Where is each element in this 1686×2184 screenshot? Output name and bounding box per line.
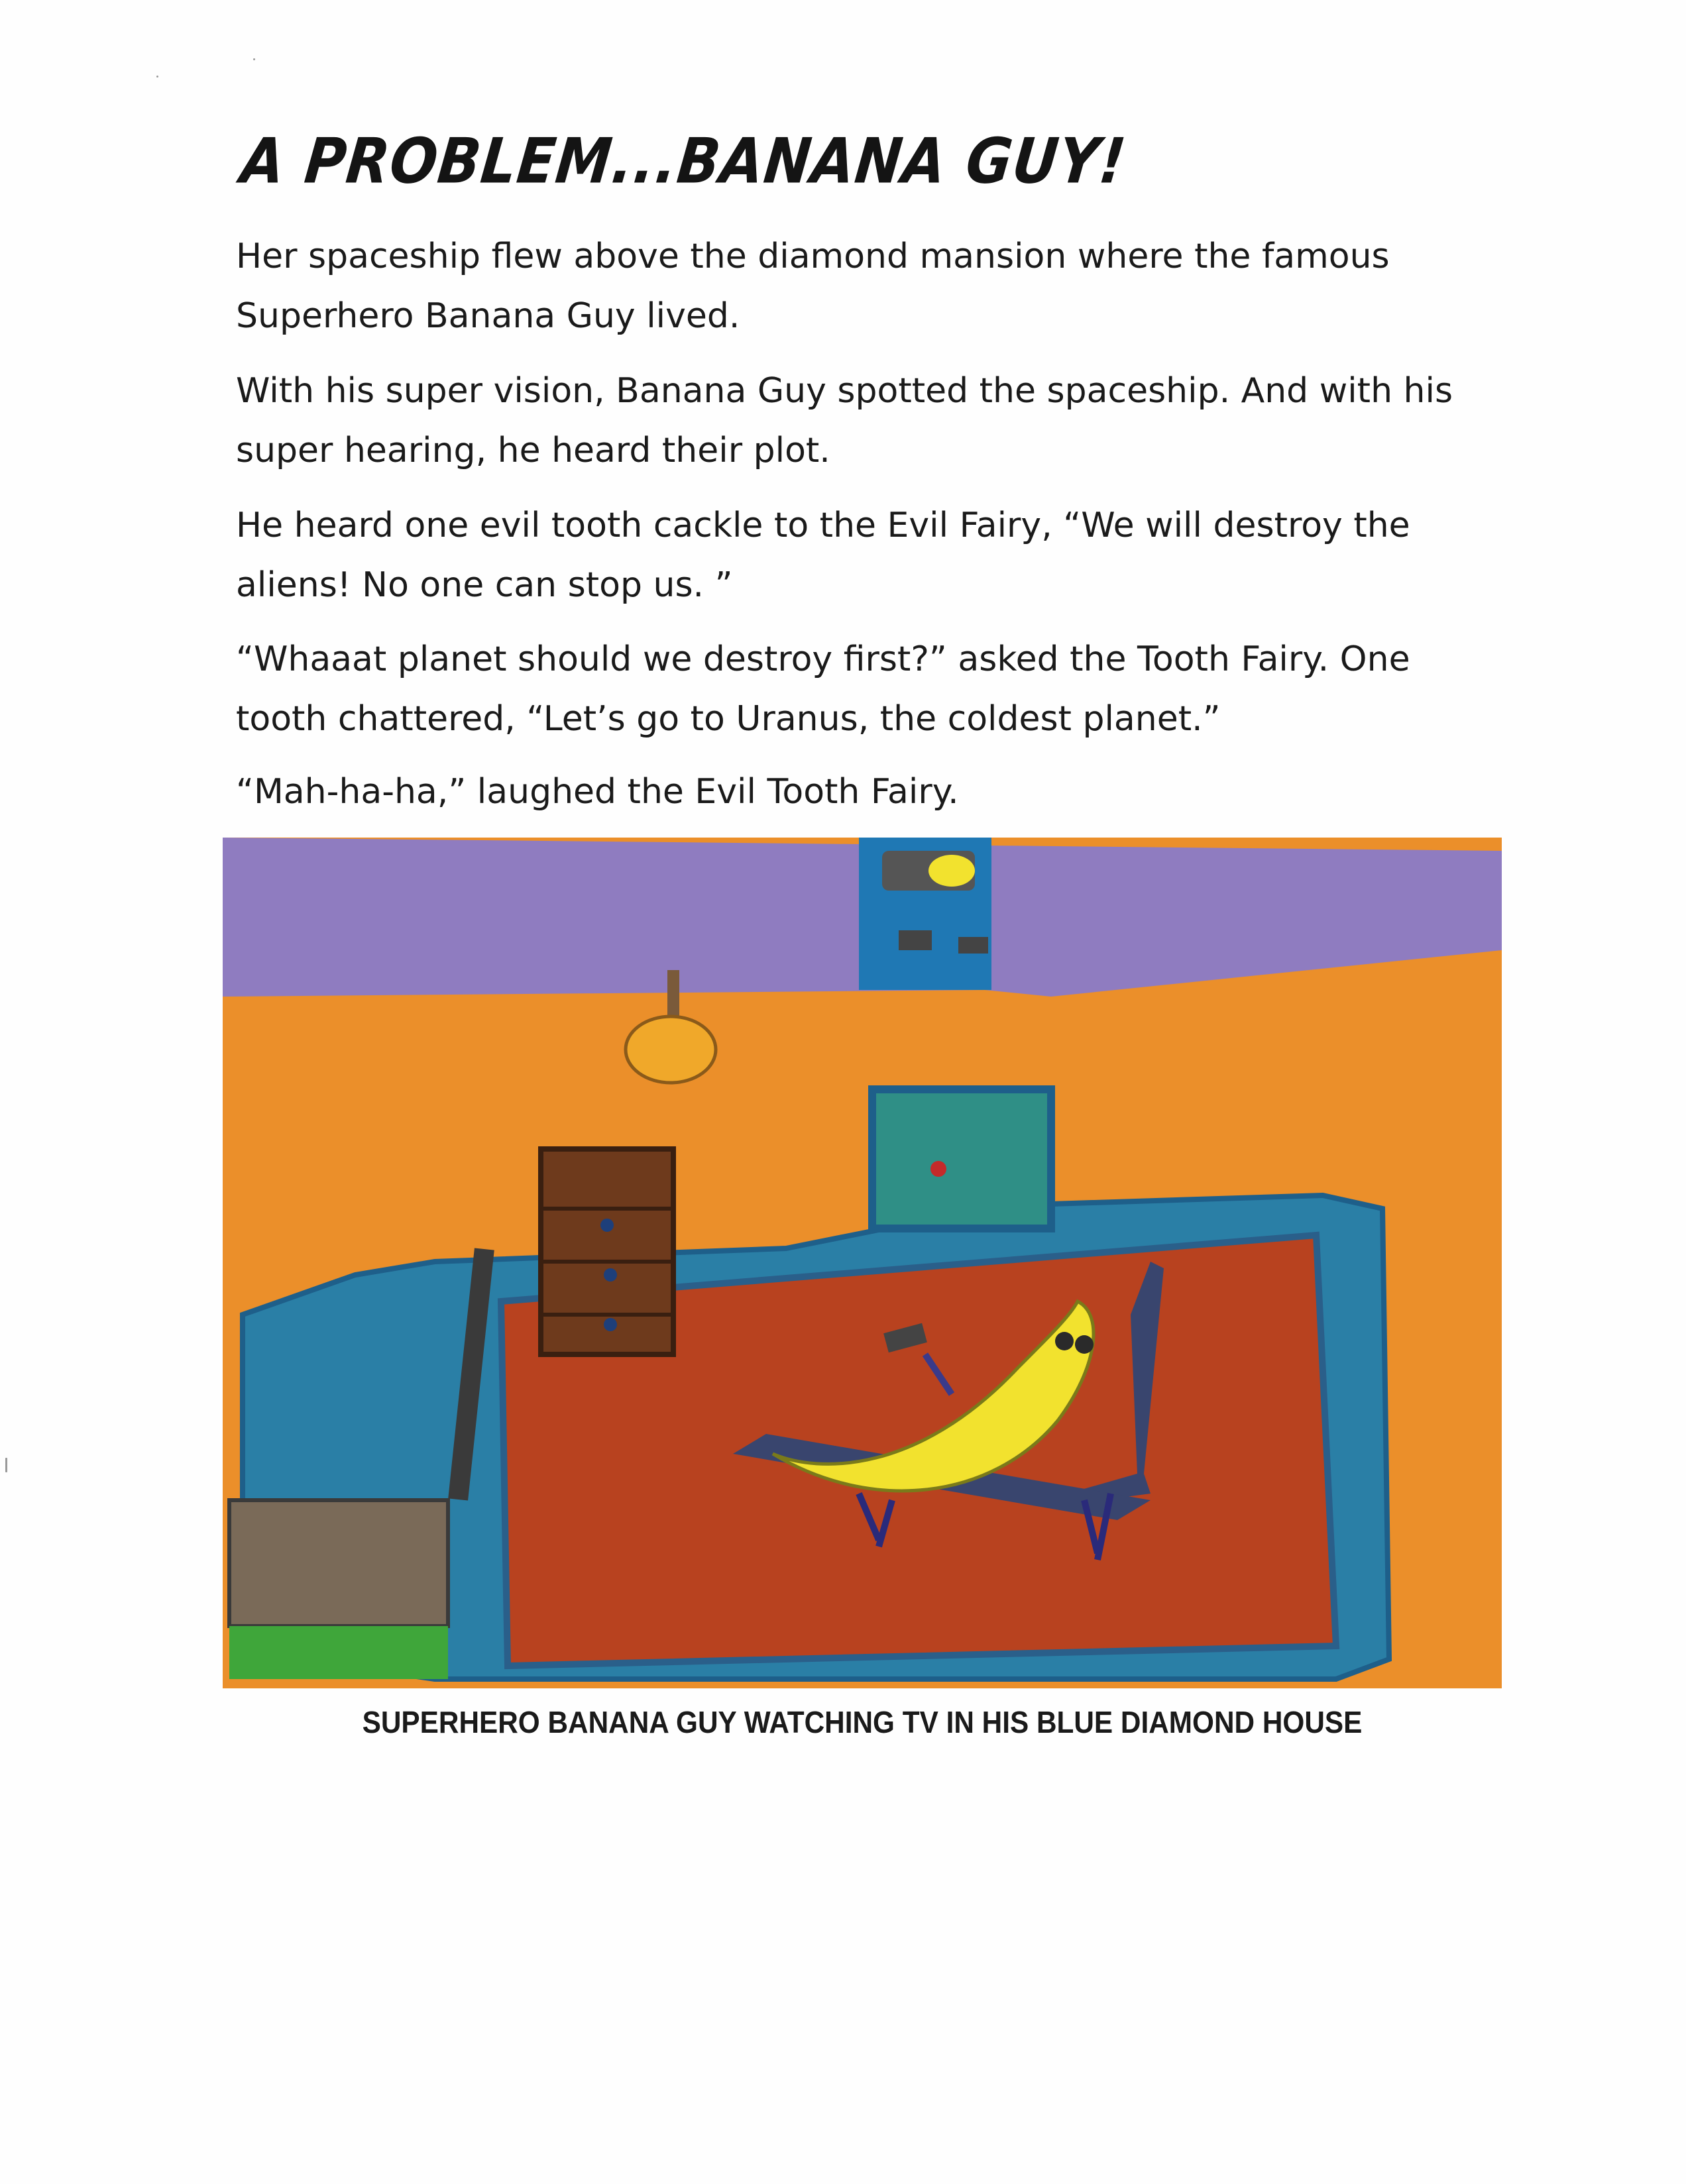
illustration-caption: SUPERHERO BANANA GUY WATCHING TV IN HIS BLUE DIAMOND HOUSE xyxy=(362,1705,1363,1739)
story-paragraph-3: He heard one evil tooth cackle to the Evil Fairy, “We will destroy the aliens! No one can stop us. ” xyxy=(236,506,1410,605)
page-title: A PROBLEM...BANANA GUY! xyxy=(237,125,1130,197)
scan-speck xyxy=(5,1458,7,1472)
story-paragraph-4: “Whaaat planet should we destroy first?” asked the Tooth Fairy. One tooth chattered, “Let’s go to Uranus, the coldest planet.” xyxy=(236,639,1410,739)
ceiling-lamp xyxy=(626,1016,716,1083)
dresser xyxy=(541,1149,673,1354)
story-paragraph-1: Her spaceship flew above the diamond mansion where the famous Superhero Banana Guy lived. xyxy=(236,237,1390,336)
story-paragraph-5: “Mah-ha-ha,” laughed the Evil Tooth Fairy. xyxy=(236,772,959,812)
door xyxy=(872,1089,1051,1228)
scan-speck xyxy=(253,58,255,60)
grass-strip xyxy=(229,1626,448,1679)
ceiling-window xyxy=(859,838,991,990)
story-paragraph-2: With his super vision, Banana Guy spotted the spaceship. And with his super hearing, he heard their plot. xyxy=(236,371,1453,470)
bed xyxy=(229,1500,448,1626)
banana-guy-illustration xyxy=(223,838,1502,1688)
scan-speck xyxy=(156,76,158,78)
